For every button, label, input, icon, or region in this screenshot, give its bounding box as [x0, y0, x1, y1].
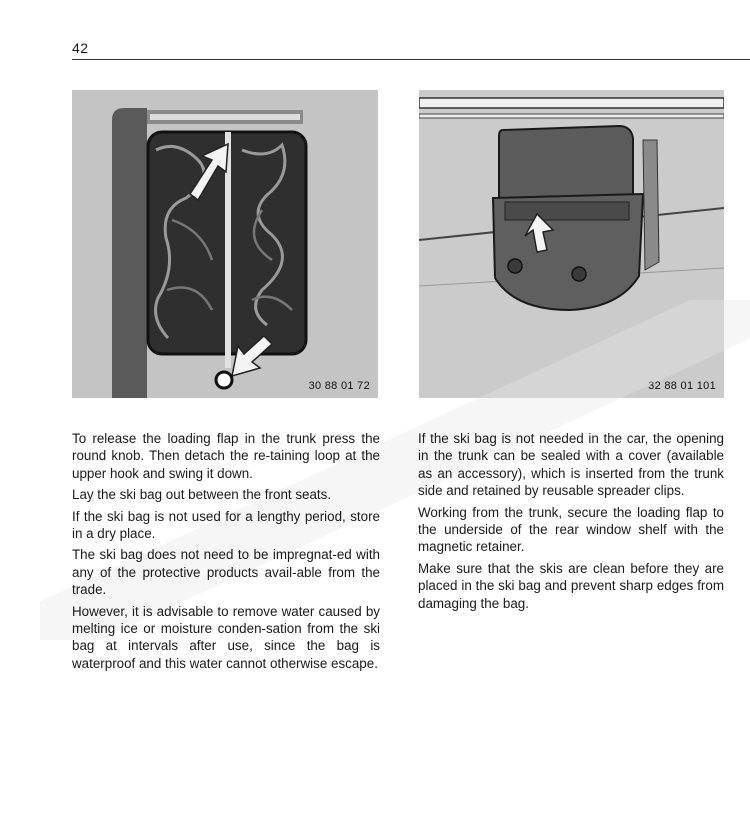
figure-code-left: 30 88 01 72	[308, 380, 370, 392]
text-column-left	[72, 430, 380, 676]
paragraph: Working from the trunk, secure the loading flap to the underside of the rear window shelf with the magnetic retainer.	[418, 504, 724, 555]
paragraph: To release the loading flap in the trunk press the round knob. Then detach the re-taining loop at the upper hook and swing it down.	[72, 431, 380, 481]
paragraph: Make sure that the skis are clean before they are placed in the ski bag and prevent sharp edges from damaging the bag.	[418, 560, 724, 611]
loading-flap-illustration	[419, 90, 724, 398]
page-number: 42	[72, 40, 89, 56]
figure-code-right: 32 88 01 101	[648, 380, 716, 392]
figure-loading-flap	[419, 90, 724, 398]
header-rule	[72, 59, 750, 60]
paragraph: The ski bag does not need to be impregnat-ed with any of the protective products avail-able from the trade.	[72, 547, 380, 598]
paragraph: However, it is advisable to remove water caused by melting ice or moisture conden-sation from the ski bag at intervals after use, since the bag is waterproof and this water cannot otherwise escape.	[72, 603, 380, 671]
paragraph: If the ski bag is not needed in the car, the opening in the trunk can be sealed with a cover (available as an accessory), which is inserted from the trunk side and retained by reusable spreader clips.	[418, 431, 724, 499]
figure-ski-bag	[72, 90, 378, 398]
paragraph: Lay the ski bag out between the front seats.	[72, 487, 332, 503]
text-column-right	[418, 430, 724, 616]
paragraph: If the ski bag is not used for a lengthy period, store in a dry place.	[72, 508, 380, 542]
ski-bag-illustration	[72, 90, 378, 398]
